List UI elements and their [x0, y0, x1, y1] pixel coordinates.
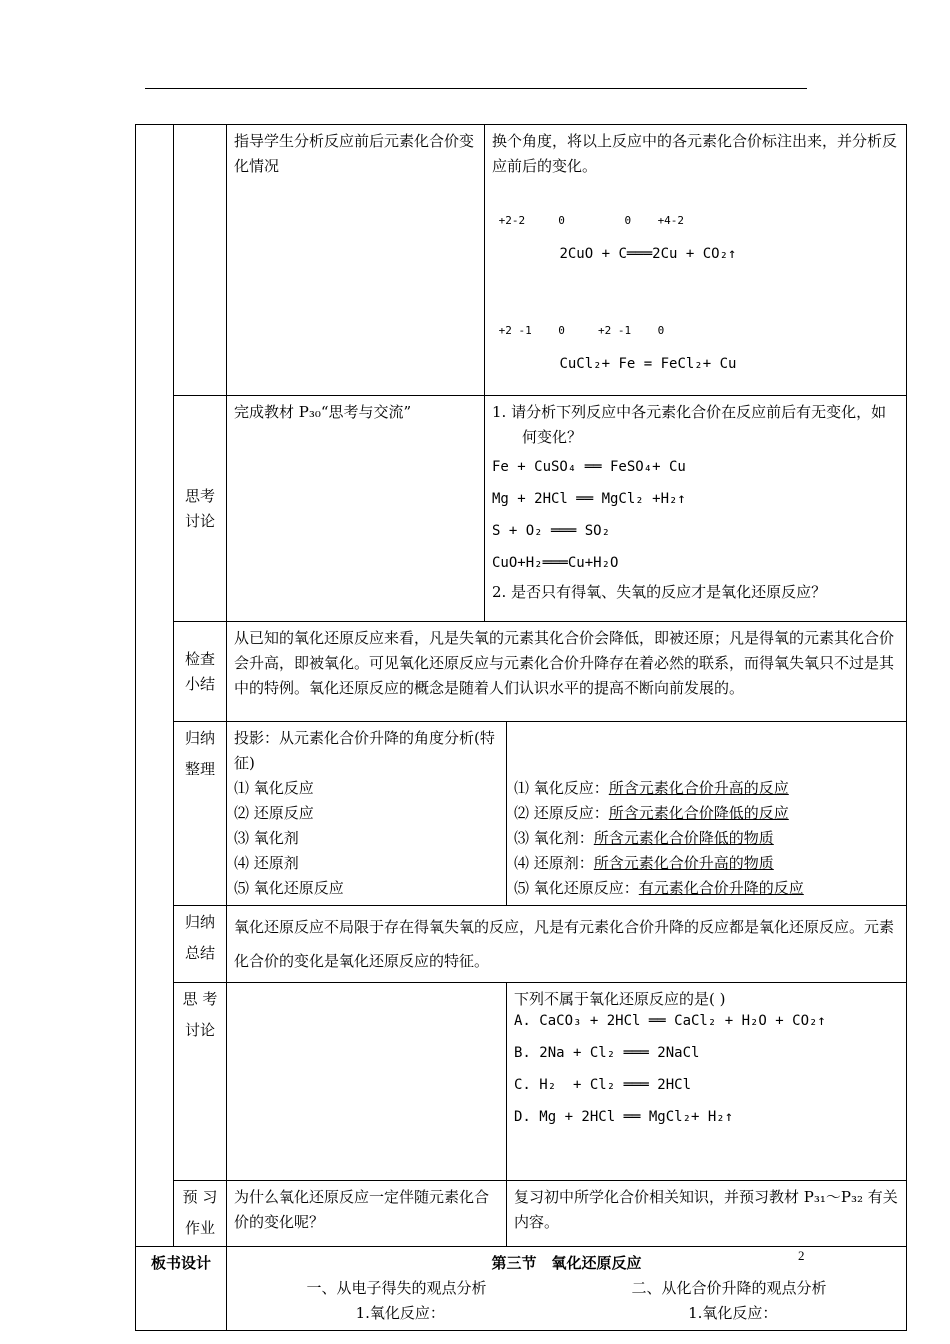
- page-number: 2: [798, 1248, 805, 1263]
- definition-term: ⑵ 还原反应：: [514, 804, 609, 822]
- row-valence-analysis: [136, 125, 907, 396]
- definition-item: [514, 826, 899, 851]
- row1-label: [174, 125, 227, 396]
- equation-mg-hcl: Mg + 2HCl ══ MgCl₂ +H₂↑: [492, 491, 686, 507]
- concept-item: ⑸ 氧化还原反应: [234, 879, 344, 897]
- row1-student-activity: [485, 125, 907, 396]
- row-board-design: [136, 1247, 907, 1331]
- board-label: 板书设计: [136, 1247, 227, 1331]
- question-2: 2. 是否只有得氧、失氧的反应才是氧化还原反应？: [492, 583, 827, 601]
- header-rule: [145, 88, 807, 89]
- row6-label-2: 讨论: [184, 1021, 215, 1039]
- outer-left-cell: [136, 125, 174, 1247]
- row7-label-2: 作业: [184, 1219, 215, 1237]
- equation-text-1: 2CuO + C═══2Cu + CO₂↑: [559, 246, 737, 262]
- question-1: 1. 请分析下列反应中各元素化合价在反应前后有无变化，如何变化？: [492, 403, 887, 446]
- concept-item: ⑵ 还原反应: [234, 804, 314, 822]
- concept-item: ⑶ 氧化剂: [234, 829, 299, 847]
- option-a: A. CaCO₃ + 2HCl ══ CaCl₂ + H₂O + CO₂↑: [514, 1013, 826, 1029]
- row7-question: 为什么氧化还原反应一定伴随元素化合价的变化呢？: [227, 1181, 507, 1247]
- definition-answer: 所含元素化合价升高的反应: [608, 779, 789, 797]
- concept-item: ⑴ 氧化反应: [234, 779, 314, 797]
- row4-heading: 投影：从元素化合价升降的角度分析(特征): [234, 729, 495, 772]
- definition-item: [514, 776, 899, 801]
- concept-item: ⑷ 还原剂: [234, 854, 299, 872]
- row-homework: [136, 1181, 907, 1247]
- board-right-item: 1.氧化反应：: [688, 1304, 778, 1322]
- row2-questions: [485, 396, 907, 622]
- row5-text: 氧化还原反应不局限于存在得氧失氧的反应，凡是有元素化合价升降的反应都是氧化还原反应。元素化合价的变化是氧化还原反应的特征。: [227, 906, 907, 983]
- row-think-discuss-2: [136, 983, 907, 1181]
- row-induction: [136, 722, 907, 906]
- board-right-heading: 二、从化合价升降的观点分析: [631, 1279, 827, 1297]
- board-items: [234, 1301, 899, 1326]
- row-check-summary: [136, 622, 907, 722]
- exercise-question: 下列不属于氧化还原反应的是( ): [514, 990, 726, 1008]
- definition-answer: 所含元素化合价升高的物质: [593, 854, 774, 872]
- lesson-plan-table: [135, 124, 907, 1331]
- row7-assignment: 复习初中所学化合价相关知识，并预习教材 P₃₁～P₃₂ 有关内容。: [507, 1181, 907, 1247]
- row7-label-1: 预 习: [182, 1188, 218, 1206]
- row7-label: [174, 1181, 227, 1247]
- definition-term: ⑸ 氧化还原反应：: [514, 879, 639, 897]
- row6-exercise: [507, 983, 907, 1181]
- equation-cuo-h2: CuO+H₂═══Cu+H₂O: [492, 555, 619, 571]
- board-content: [227, 1247, 907, 1331]
- row-think-discuss-1: [136, 396, 907, 622]
- row6-empty: [227, 983, 507, 1181]
- definition-term: ⑷ 还原剂：: [514, 854, 594, 872]
- definition-term: ⑴ 氧化反应：: [514, 779, 609, 797]
- equation-cucl2-fe: [492, 289, 899, 391]
- option-c: C. H₂ + Cl₂ ═══ 2HCl: [514, 1077, 692, 1093]
- definition-item: [514, 801, 899, 826]
- row5-label-2: 总结: [184, 944, 215, 962]
- valence-labels-2: +2 -1 0 +2 -1 0: [492, 324, 665, 337]
- definition-answer: 有元素化合价升降的反应: [638, 879, 804, 897]
- row4-definitions: [507, 722, 907, 906]
- row4-label-2: 整理: [184, 760, 215, 778]
- definition-answer: 所含元素化合价降低的反应: [608, 804, 789, 822]
- equation-cuo-c: [492, 179, 899, 281]
- row4-label-1: 归纳: [184, 729, 215, 747]
- row2-task: 完成教材 P₃₀“思考与交流”: [227, 396, 485, 622]
- option-d: D. Mg + 2HCl ══ MgCl₂+ H₂↑: [514, 1109, 734, 1125]
- definition-answer: 所含元素化合价降低的物质: [593, 829, 774, 847]
- equation-fe-cuso4: Fe + CuSO₄ ══ FeSO₄+ Cu: [492, 459, 686, 475]
- row5-label-1: 归纳: [184, 913, 215, 931]
- row3-label: 检查小结: [174, 622, 227, 722]
- board-title: 第三节 氧化还原反应: [491, 1254, 642, 1272]
- row5-label: [174, 906, 227, 983]
- row4-concepts: [227, 722, 507, 906]
- row6-label: [174, 983, 227, 1181]
- row1-teacher-activity: 指导学生分析反应前后元素化合价变化情况: [227, 125, 485, 396]
- equation-s-o2: S + O₂ ═══ SO₂: [492, 523, 611, 539]
- row1-instruction: 换个角度，将以上反应中的各元素化合价标注出来，并分析反应前后的变化。: [492, 132, 898, 175]
- board-headings: [234, 1276, 899, 1301]
- equation-text-2: CuCl₂+ Fe = FeCl₂+ Cu: [559, 356, 737, 372]
- row-conclusion: [136, 906, 907, 983]
- option-b: B. 2Na + Cl₂ ═══ 2NaCl: [514, 1045, 700, 1061]
- definition-item: [514, 851, 899, 876]
- board-left-heading: 一、从电子得失的观点分析: [306, 1279, 487, 1297]
- row4-label: [174, 722, 227, 906]
- definition-item: [514, 876, 899, 901]
- row3-text: 从已知的氧化还原反应来看，凡是失氧的元素其化合价会降低，即被还原；凡是得氧的元素其化合价会升高，即被氧化。可见氧化还原反应与元素化合价升降存在着必然的联系，而得氧失氧只不过是其中的特例。氧化还原反应的概念是随着人们认识水平的提高不断向前发展的。: [227, 622, 907, 722]
- row2-label: 思考讨论: [174, 396, 227, 622]
- valence-labels-1: +2-2 0 0 +4-2: [492, 214, 685, 227]
- board-left-item: 1.氧化反应：: [355, 1304, 445, 1322]
- definition-term: ⑶ 氧化剂：: [514, 829, 594, 847]
- row6-label-1: 思 考: [182, 990, 218, 1008]
